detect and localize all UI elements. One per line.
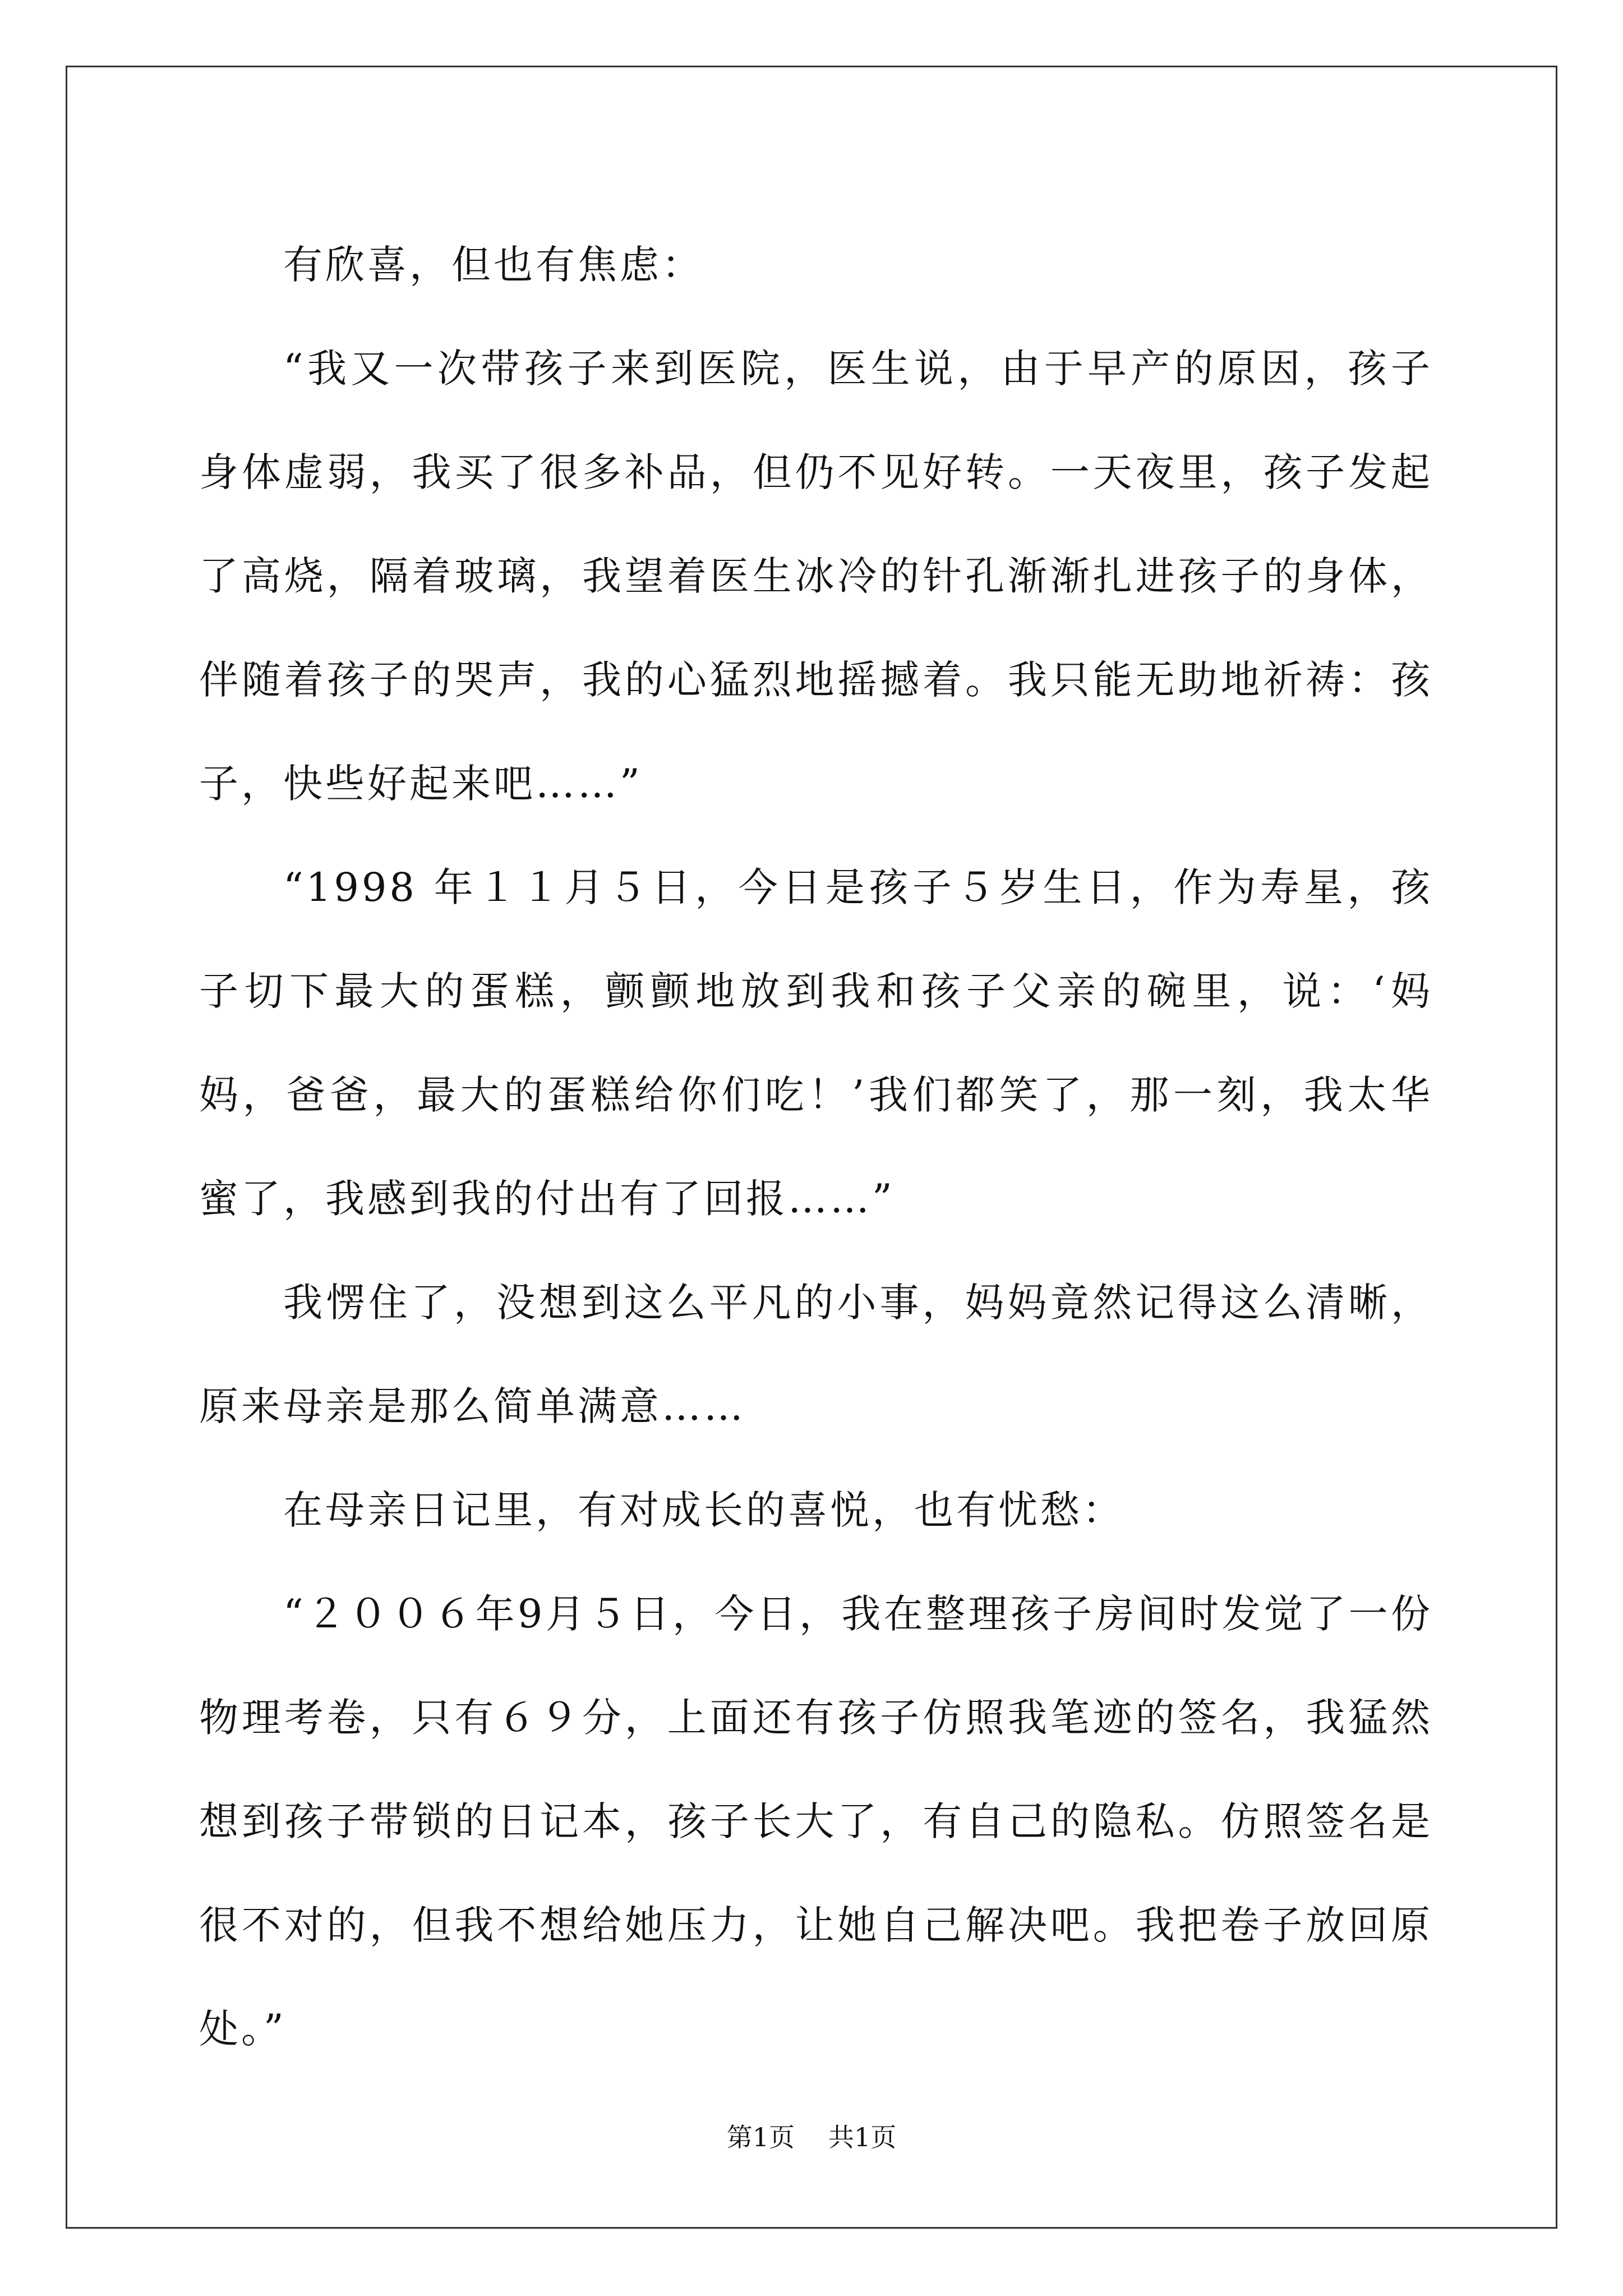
document-body <box>199 213 1433 2081</box>
page-number: 第1页 <box>726 2122 795 2152</box>
paragraph: 在母亲日记里，有对成长的喜悦，也有忧愁： <box>283 1487 1124 1533</box>
paragraph: 我愣住了，没想到这么平凡的小事，妈妈竟然记得这么清晰，原来母亲是那么简单满意…… <box>199 1280 1433 1429</box>
page-total: 共1页 <box>828 2122 897 2152</box>
paragraph: “２００６年9月５日，今日，我在整理孩子房间时发觉了一份物理考卷，只有６９分，上面还有孩子仿照我笔迹的签名，我猛然想到孩子带锁的日记本，孩子长大了，有自己的隐私。仿照签名是很不对的，但我不想给她压力，让她自己解决吧。我把卷子放回原处。” <box>199 1591 1433 2052</box>
paragraph: “1998 年１１月５日，今日是孩子５岁生日，作为寿星，孩子切下最大的蛋糕，颤颤地放到我和孩子父亲的碗里，说：‘妈妈，爸爸，最大的蛋糕给你们吃！’我们都笑了，那一刻，我太华蜜了，我感到我的付出有了回报……” <box>199 864 1433 1222</box>
paragraph: “我又一次带孩子来到医院，医生说，由于早产的原因，孩子身体虚弱，我买了很多补品，但仍不见好转。一天夜里，孩子发起了高烧，隔着玻璃，我望着医生冰冷的针孔渐渐扎进孩子的身体，伴随着孩子的哭声，我的心猛烈地摇撼着。我只能无助地祈祷：孩子，快些好起来吧……” <box>199 346 1433 807</box>
page-footer <box>0 2120 1623 2154</box>
paragraph: 有欣喜，但也有焦虑： <box>283 242 704 288</box>
